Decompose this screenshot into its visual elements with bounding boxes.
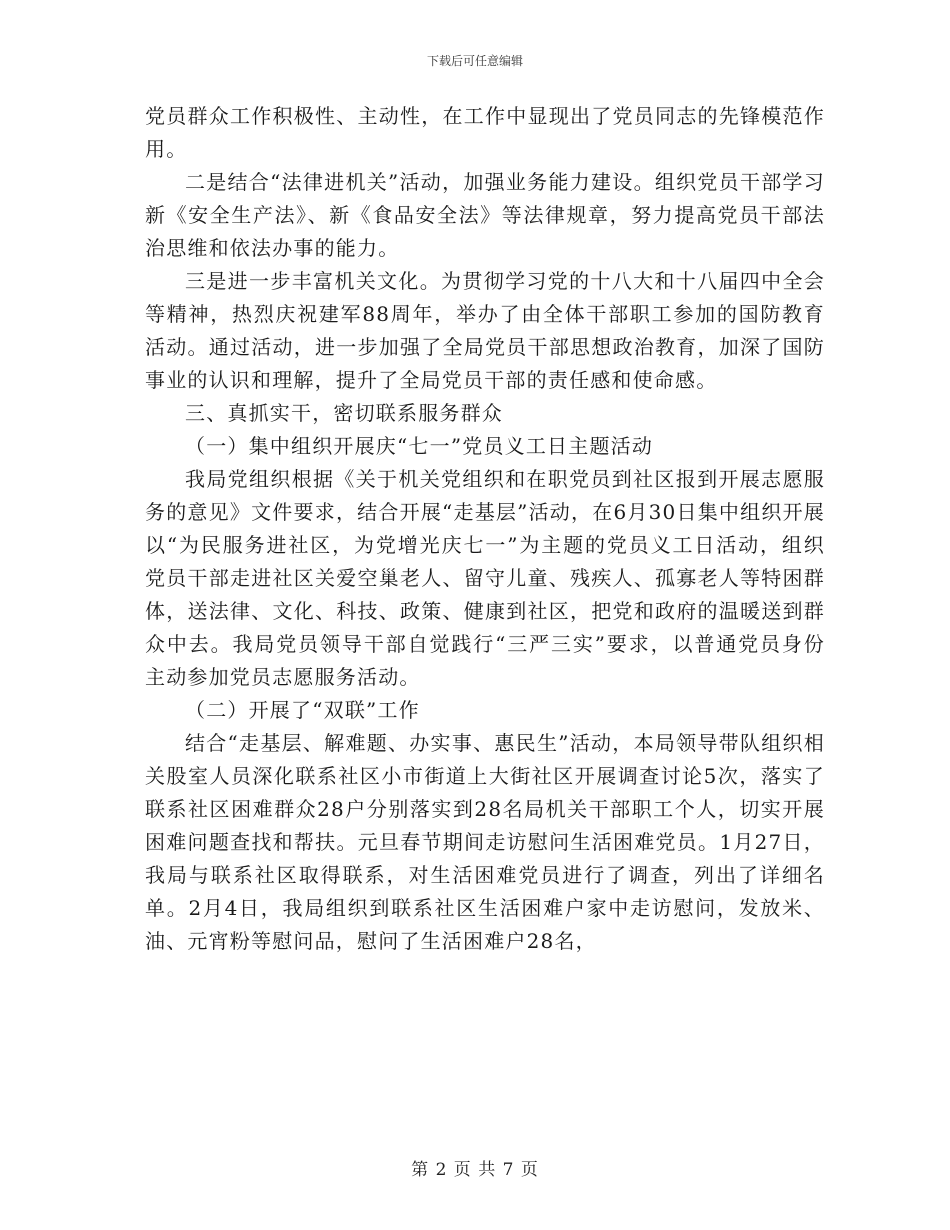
- paragraph-law-activity: 二是结合“法律进机关”活动，加强业务能力建设。组织党员干部学习新《安全生产法》、新《食品安全法》等法律规章，努力提高党员干部法治思维和依法办事的能力。: [145, 170, 825, 260]
- paragraph-volunteer-day: 我局党组织根据《关于机关党组织和在职党员到社区报到开展志愿服务的意见》文件要求，结合开展“走基层”活动，在6月30日集中组织开展以“为民服务进社区，为党增光庆七一”为主题的党员义工日活动，组织党员干部走进社区关爱空巢老人、留守儿童、残疾人、孤寡老人等特困群体，送法律、文化、科技、政策、健康到社区，把党和政府的温暖送到群众中去。我局党员领导干部自觉践行“三严三实”要求，以普通党员身份主动参加党员志愿服务活动。: [145, 467, 825, 689]
- paragraph-continuation: 党员群众工作积极性、主动性，在工作中显现出了党员同志的先锋模范作用。: [145, 104, 825, 161]
- section-heading-3: 三、真抓实干，密切联系服务群众: [185, 401, 503, 425]
- page-number: 第 2 页 共 7 页: [411, 1160, 539, 1180]
- paragraph-dual-link: 结合“走基层、解难题、办实事、惠民生”活动，本局领导带队组织相关股室人员深化联系社区小市街道上大街社区开展调查讨论5次，落实了联系社区困难群众28户分别落实到28名局机关干部职工个人，切实开展困难问题查找和帮扶。元旦春节期间走访慰问生活困难党员。1月27日，我局与联系社区取得联系，对生活困难党员进行了调查，列出了详细名单。2月4日，我局组织到联系社区生活困难户家中走访慰问，发放米、油、元宵粉等慰问品，慰问了生活困难户28名，: [145, 731, 825, 953]
- page-header-note: 下载后可任意编辑: [426, 54, 523, 68]
- paragraph-culture: 三是进一步丰富机关文化。为贯彻学习党的十八大和十八届四中全会等精神，热烈庆祝建军88周年，举办了由全体干部职工参加的国防教育活动。通过活动，进一步加强了全局党员干部思想政治教育，加深了国防事业的认识和理解，提升了全局党员干部的责任感和使命感。: [145, 269, 825, 392]
- document-body: [145, 100, 825, 958]
- subheading-2: （二）开展了“双联”工作: [185, 698, 420, 722]
- subheading-1: （一）集中组织开展庆“七一”党员义工日主题活动: [185, 434, 654, 458]
